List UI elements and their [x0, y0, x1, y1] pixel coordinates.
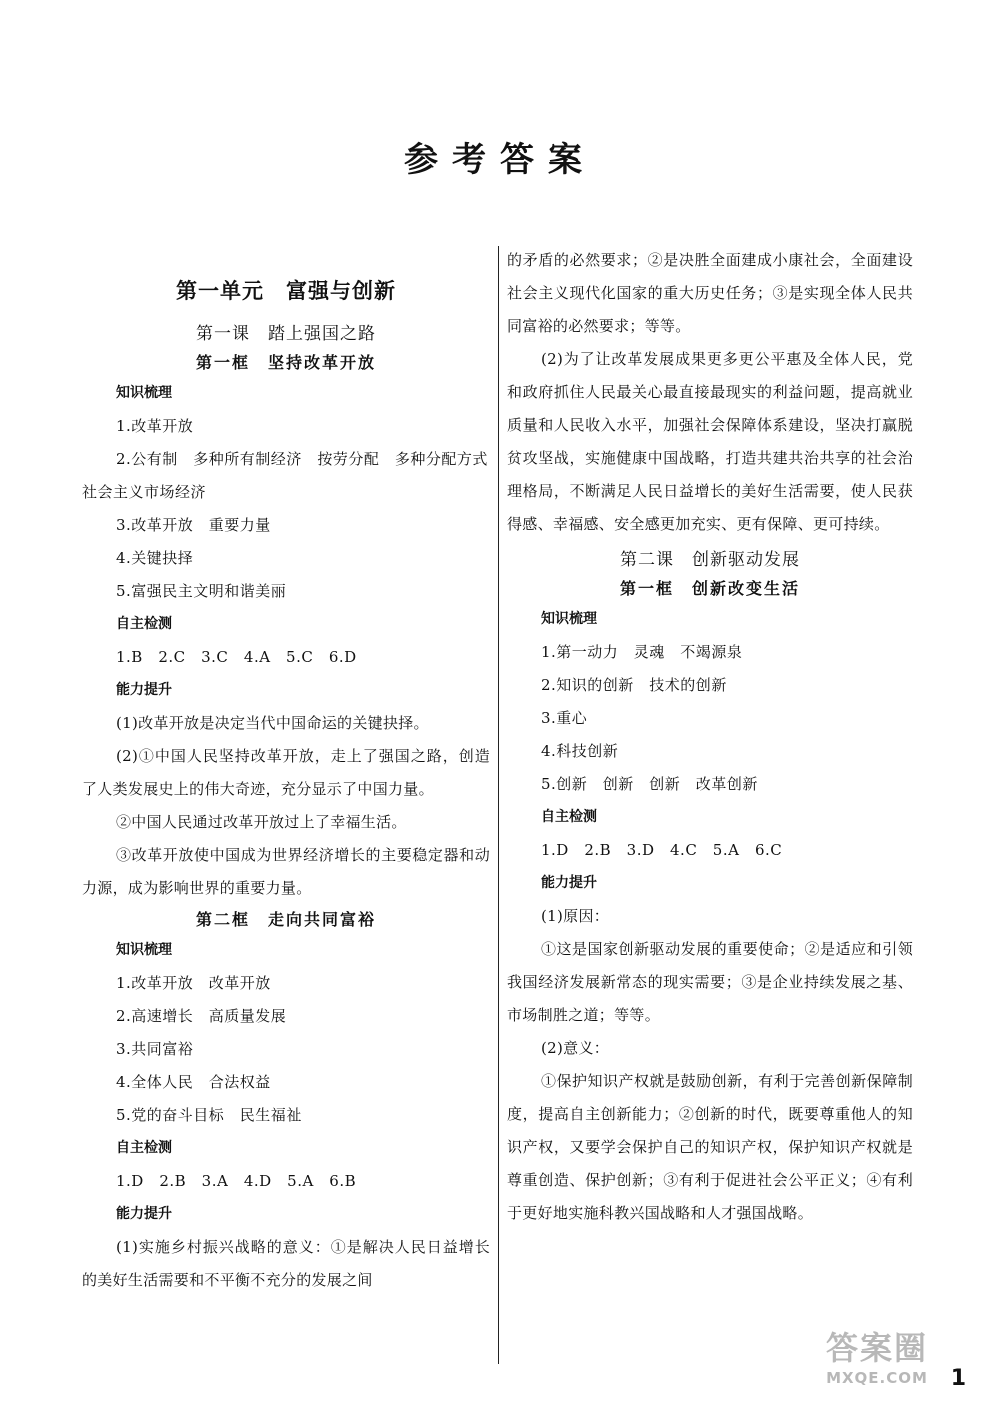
- section-heading: 自主检测: [541, 809, 597, 825]
- section-heading: 能力提升: [116, 682, 172, 698]
- list-item: 2.高速增长 高质量发展: [116, 1007, 287, 1025]
- list-item: 4.科技创新: [541, 742, 619, 760]
- list-item: 5.党的奋斗目标 民生福祉: [116, 1106, 302, 1124]
- list-item: 3.重心: [541, 709, 588, 727]
- frame-title: 第一框 坚持改革开放: [195, 353, 376, 372]
- answer-paragraph: (1)原因：: [541, 907, 610, 925]
- answer-paragraph: ①保护知识产权就是鼓励创新，有利于完善创新保障制度，提高自主创新能力；②创新的时代，既要尊重他人的知识产权，又要学会保护自己的知识产权，保护知识产权就是尊重创造、保护创新；③有利于促进社会公平正义；④有利于更好地实施科教兴国战略和人才强国战略。: [507, 1072, 913, 1222]
- section-heading: 能力提升: [116, 1206, 172, 1222]
- section-heading: 自主检测: [116, 1140, 172, 1156]
- answer-line: 1.D 2.B 3.D 4.C 5.A 6.C: [541, 841, 783, 859]
- lesson-title: 第一课 踏上强国之路: [196, 324, 376, 344]
- answer-paragraph: (2)意义：: [541, 1039, 610, 1057]
- list-item: 4.关键抉择: [116, 549, 194, 567]
- list-item: 3.改革开放 重要力量: [116, 516, 271, 534]
- watermark-url: MXQE.COM: [826, 1369, 928, 1387]
- section-heading: 知识梳理: [116, 942, 172, 958]
- frame-title: 第二框 走向共同富裕: [195, 910, 376, 929]
- answer-line: 1.D 2.B 3.A 4.D 5.A 6.B: [116, 1172, 357, 1190]
- answer-paragraph: (2)①中国人民坚持改革开放，走上了强国之路，创造了人类发展史上的伟大奇迹，充分显示了中国力量。: [82, 747, 490, 798]
- answer-paragraph: (1)实施乡村振兴战略的意义：①是解决人民日益增长的美好生活需要和不平衡不充分的发展之间: [82, 1238, 490, 1289]
- lesson-title: 第二课 创新驱动发展: [620, 550, 800, 570]
- list-item: 2.公有制 多种所有制经济 按劳分配 多种分配方式 社会主义市场经济: [82, 450, 504, 501]
- answer-paragraph: (1)改革开放是决定当代中国命运的关键抉择。: [116, 714, 429, 732]
- watermark-text: 答案圈: [825, 1329, 928, 1367]
- answer-paragraph: ②中国人民通过改革开放过上了幸福生活。: [116, 813, 407, 831]
- section-heading: 知识梳理: [116, 385, 172, 401]
- list-item: 5.富强民主文明和谐美丽: [116, 582, 287, 600]
- answer-line: 1.B 2.C 3.C 4.A 5.C 6.D: [116, 648, 357, 666]
- section-heading: 能力提升: [541, 875, 597, 891]
- answer-paragraph: (2)为了让改革发展成果更多更公平惠及全体人民，党和政府抓住人民最关心最直接最现实的利益问题，提高就业质量和人民收入水平，加强社会保障体系建设，坚决打赢脱贫攻坚战，实施健康中国战略，打造共建共治共享的社会治理格局，不断满足人民日益增长的美好生活需要，使人民获得感、幸福感、安全感更加充实、更有保障、更可持续。: [507, 350, 913, 533]
- left-column: [82, 245, 504, 1297]
- column-divider: [498, 246, 499, 1364]
- list-item: 4.全体人民 合法权益: [116, 1073, 271, 1091]
- page-number: 1: [950, 1366, 966, 1391]
- list-item: 1.改革开放: [116, 417, 194, 435]
- answer-paragraph: 的矛盾的必然要求；②是决胜全面建成小康社会，全面建设社会主义现代化国家的重大历史任务；③是实现全体人民共同富裕的必然要求；等等。: [507, 251, 913, 335]
- unit-title: 第一单元 富强与创新: [176, 279, 396, 303]
- section-heading: 自主检测: [116, 616, 172, 632]
- list-item: 2.知识的创新 技术的创新: [541, 676, 727, 694]
- right-column: [507, 244, 913, 1230]
- answer-paragraph: ③改革开放使中国成为世界经济增长的主要稳定器和动力源，成为影响世界的重要力量。: [82, 846, 490, 897]
- list-item: 1.第一动力 灵魂 不竭源泉: [541, 643, 743, 661]
- watermark-logo: [802, 1323, 952, 1393]
- answer-paragraph: ①这是国家创新驱动发展的重要使命；②是适应和引领我国经济发展新常态的现实需要；③是企业持续发展之基、市场制胜之道；等等。: [507, 940, 913, 1024]
- frame-title: 第一框 创新改变生活: [619, 579, 800, 598]
- list-item: 3.共同富裕: [116, 1040, 194, 1058]
- list-item: 5.创新 创新 创新 改革创新: [541, 775, 758, 793]
- list-item: 1.改革开放 改革开放: [116, 974, 271, 992]
- section-heading: 知识梳理: [541, 611, 597, 627]
- page-title: 参考答案: [404, 140, 596, 180]
